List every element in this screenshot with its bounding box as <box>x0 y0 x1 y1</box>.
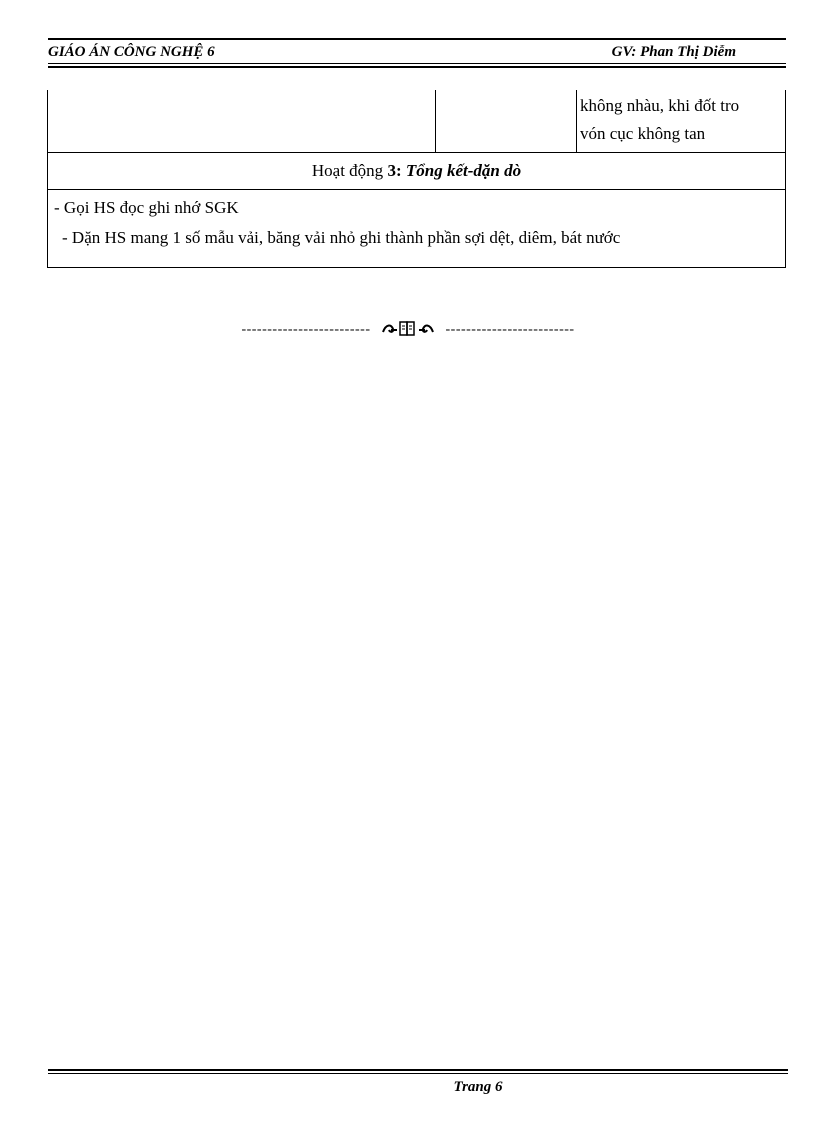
header-course-title: GIÁO ÁN CÔNG NGHỆ 6 <box>48 44 215 60</box>
table-row-continued <box>48 90 786 153</box>
continued-line-2: vón cục không tan <box>580 124 706 143</box>
content-line-2: - Dặn HS mang 1 số mẫu vải, băng vải nhỏ ghi thành phần sợi dệt, diêm, bát nước <box>62 228 621 247</box>
continued-line-1: không nhàu, khi đốt tro <box>580 96 740 115</box>
header-rule-thin <box>48 63 786 64</box>
activity-label: Hoạt động <box>311 161 384 180</box>
footer-rule-thick <box>48 1069 788 1071</box>
table-cell-empty-1 <box>48 90 436 153</box>
header-rule-bottom <box>48 66 786 68</box>
footer-rule-thin <box>48 1073 788 1074</box>
section-separator <box>0 317 816 338</box>
header-rule-top <box>48 38 786 40</box>
table-cell-empty-2 <box>436 90 577 153</box>
separator-dashes-left: ------------------------- <box>241 322 371 337</box>
activity-number: 3: <box>387 161 402 180</box>
table-row-content <box>48 190 786 268</box>
page-number: Trang 6 <box>453 1079 503 1095</box>
activity-title: Tổng kết-dặn dò <box>405 161 522 180</box>
content-line-1: - Gọi HS đọc ghi nhớ SGK <box>54 198 239 217</box>
activity-heading <box>48 153 786 190</box>
activity-content <box>48 190 786 268</box>
table-cell-continued <box>577 90 786 153</box>
header-teacher: GV: Phan Thị Diễm <box>611 44 736 60</box>
table-row-activity <box>48 153 786 190</box>
book-ornament-icon <box>381 317 440 337</box>
page-header <box>48 44 784 62</box>
separator-dashes-right: ------------------------- <box>445 322 575 337</box>
lesson-table <box>47 90 786 268</box>
